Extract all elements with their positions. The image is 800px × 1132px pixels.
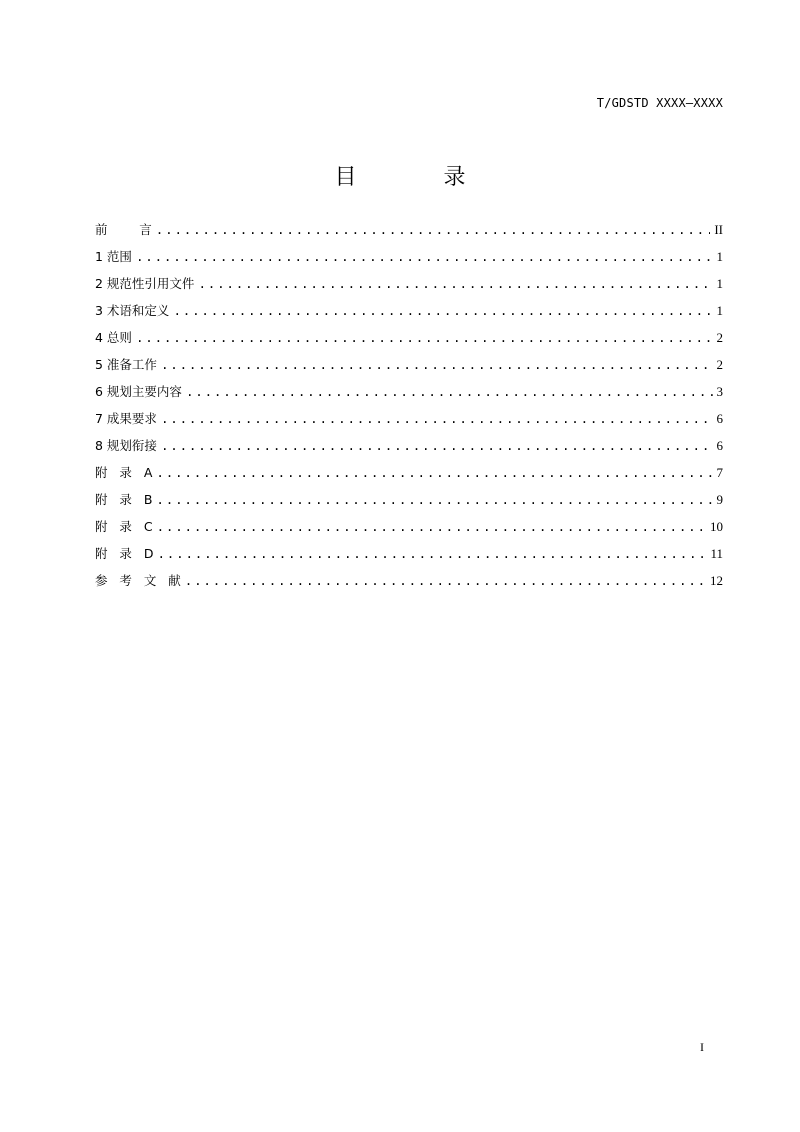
toc-entry-foreword[interactable]: [95, 220, 723, 247]
page-number: I: [700, 1040, 704, 1054]
dot-leader: [156, 465, 712, 480]
toc-entry-deliverables[interactable]: [95, 409, 723, 436]
dot-leader: [186, 384, 713, 399]
toc-entry-preparation[interactable]: [95, 355, 723, 382]
dot-leader: [161, 438, 713, 453]
toc-entry-appendix-d[interactable]: [95, 544, 723, 571]
toc-entry-page: II: [714, 222, 723, 237]
toc-entry-appendix-a[interactable]: [95, 463, 723, 490]
toc-entry-page: 9: [716, 492, 723, 507]
toc-title: 目 录: [334, 165, 506, 190]
toc-entry-label: 2 规范性引用文件: [95, 276, 195, 291]
toc-entry-page: 2: [716, 357, 723, 372]
toc-entry-page: 1: [716, 249, 723, 264]
toc-entry-page: 6: [716, 438, 723, 453]
toc-entry-label: 前 言: [95, 222, 152, 237]
toc-entry-label: 4 总则: [95, 330, 132, 345]
toc-entry-scope[interactable]: [95, 247, 723, 274]
table-of-contents: [95, 220, 723, 598]
toc-entry-general[interactable]: [95, 328, 723, 355]
toc-entry-label: 1 范围: [95, 249, 132, 264]
toc-entry-label: 7 成果要求: [95, 411, 157, 426]
toc-entry-appendix-b[interactable]: [95, 490, 723, 517]
dot-leader: [185, 573, 706, 588]
toc-entry-bibliography[interactable]: [95, 571, 723, 598]
toc-entry-page: 6: [716, 411, 723, 426]
dot-leader: [157, 519, 706, 534]
toc-entry-appendix-c[interactable]: [95, 517, 723, 544]
dot-leader: [161, 357, 713, 372]
toc-entry-planning-coordination[interactable]: [95, 436, 723, 463]
dot-leader: [136, 249, 713, 264]
toc-entry-terms-definitions[interactable]: [95, 301, 723, 328]
toc-entry-normative-references[interactable]: [95, 274, 723, 301]
toc-entry-label: 附 录 D: [95, 546, 154, 561]
dot-leader: [136, 330, 713, 345]
toc-entry-page: 2: [716, 330, 723, 345]
toc-entry-label: 附 录 A: [95, 465, 153, 480]
dot-leader: [157, 546, 706, 561]
dot-leader: [156, 492, 712, 507]
toc-entry-page: 10: [710, 519, 723, 534]
toc-entry-label: 5 准备工作: [95, 357, 157, 372]
dot-leader: [156, 222, 711, 237]
toc-entry-planning-content[interactable]: [95, 382, 723, 409]
toc-entry-page: 1: [716, 303, 723, 318]
toc-entry-page: 7: [716, 465, 723, 480]
toc-entry-page: 1: [716, 276, 723, 291]
toc-entry-label: 6 规划主要内容: [95, 384, 182, 399]
document-code: T/GDSTD XXXX—XXXX: [596, 96, 723, 110]
dot-leader: [173, 303, 712, 318]
toc-entry-label: 附 录 B: [95, 492, 153, 507]
dot-leader: [198, 276, 712, 291]
toc-entry-label: 8 规划衔接: [95, 438, 157, 453]
dot-leader: [161, 411, 713, 426]
toc-entry-label: 参 考 文 献: [95, 573, 181, 588]
toc-entry-page: 3: [716, 384, 723, 399]
toc-entry-label: 3 术语和定义: [95, 303, 170, 318]
toc-entry-page: 12: [710, 573, 723, 588]
toc-entry-page: 11: [710, 546, 723, 561]
toc-entry-label: 附 录 C: [95, 519, 153, 534]
